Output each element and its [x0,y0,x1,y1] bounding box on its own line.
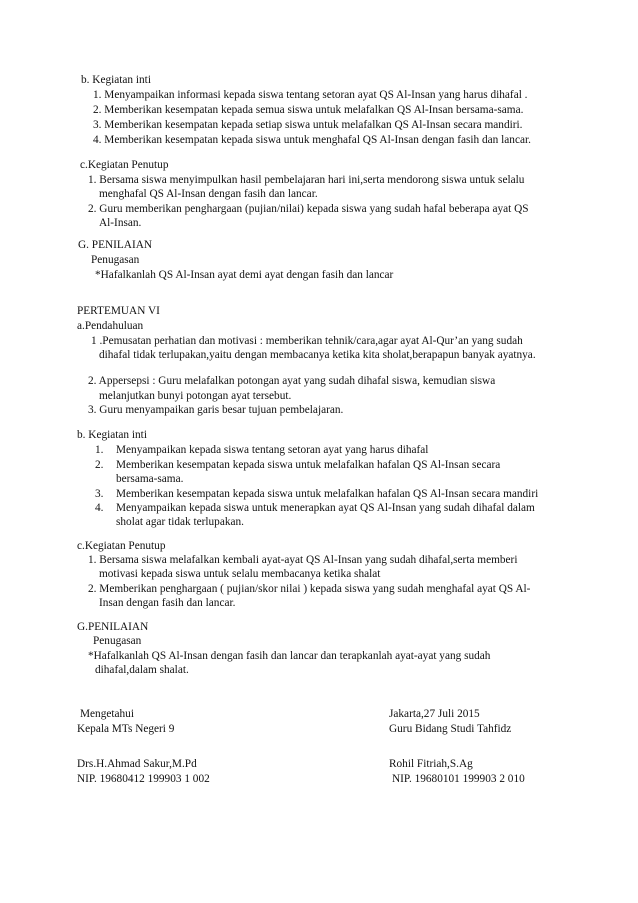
list-item: Menyampaikan kepada siswa untuk menerapkan ayat QS Al-Insan yang sudah dihafal dalam [116,502,535,514]
list-item-continuation: sholat agar tidak terlupakan. [116,516,244,528]
list-item: Memberikan kesempatan kepada siswa untuk melafalkan hafalan QS Al-Insan secara [116,459,501,471]
section-heading: b. Kegiatan inti [77,429,147,441]
list-item: Menyampaikan kepada siswa tentang setoran ayat yang harus dihafal [116,444,429,456]
signature-nip-right: NIP. 19680101 199903 2 010 [392,773,525,785]
section-heading: b. Kegiatan inti [81,74,151,86]
list-item: 2. Memberikan kesempatan kepada semua siswa untuk melafalkan QS Al-Insan bersama-sama. [93,104,524,116]
signature-position-left: Kepala MTs Negeri 9 [77,723,175,735]
task-text: *Hafalkanlah QS Al-Insan dengan fasih dan lancar dan terapkanlah ayat-ayat yang sudah [88,650,491,662]
page-title: PERTEMUAN VI [77,305,160,317]
subheading: Penugasan [93,635,142,647]
list-item: 2. Guru memberikan penghargaan (pujian/nilai) kepada siswa yang sudah hafal beberapa ayat QS [88,203,529,215]
list-item: 4. Memberikan kesempatan kepada siswa untuk menghafal QS Al-Insan dengan fasih dan lancar. [93,134,531,146]
signature-place-date: Jakarta,27 Juli 2015 [389,708,480,720]
section-heading: a.Pendahuluan [77,320,144,332]
signature-name-left: Drs.H.Ahmad Sakur,M.Pd [77,758,197,770]
list-number: 3. [95,488,104,500]
subheading: Penugasan [91,254,140,266]
list-item: 1 .Pemusatan perhatian dan motivasi : memberikan tehnik/cara,agar ayat Al-Qur’an yang sudah [91,335,523,347]
signature-position-right: Guru Bidang Studi Tahfidz [389,723,512,735]
signature-nip-left: NIP. 19680412 199903 1 002 [77,773,210,785]
list-item-continuation: dihafal tidak terlupakan,yaitu dengan membacanya ketika kita sholat,berapapun banyak ayatnya. [99,349,536,361]
list-number: 2. [95,459,104,471]
section-heading: G.PENILAIAN [77,621,149,633]
signature-name-right: Rohil Fitriah,S.Ag [389,758,473,770]
list-item: 3. Memberikan kesempatan kepada setiap siswa untuk melafalkan QS Al-Insan secara mandiri. [93,119,523,131]
section-heading: G. PENILAIAN [78,239,153,251]
signature-label-left: Mengetahui [80,708,134,720]
list-item: Memberikan kesempatan kepada siswa untuk melafalkan hafalan QS Al-Insan secara mandiri [116,488,539,500]
list-item-continuation: motivasi kepada siswa untuk selalu membacanya ketika shalat [99,568,381,580]
task-text-continuation: dihafal,dalam shalat. [95,664,189,676]
section-heading: c.Kegiatan Penutup [80,159,169,171]
task-text: *Hafalkanlah QS Al-Insan ayat demi ayat dengan fasih dan lancar [95,269,394,281]
list-item: 2. Memberikan penghargaan ( pujian/skor nilai ) kepada siswa yang sudah menghafal ayat QS Al- [88,583,531,595]
list-item: 1. Bersama siswa menyimpulkan hasil pembelajaran hari ini,serta mendorong siswa untuk selalu [88,174,525,186]
list-number: 4. [95,502,104,514]
list-item: 3. Guru menyampaikan garis besar tujuan pembelajaran. [88,404,344,416]
list-item: 2. Appersepsi : Guru melafalkan potongan ayat yang sudah dihafal siswa, kemudian siswa [88,375,496,387]
list-item-continuation: melanjutkan bunyi potongan ayat tersebut. [99,390,292,402]
list-item-continuation: Al-Insan. [99,217,142,229]
list-item-continuation: menghafal QS Al-Insan dengan fasih dan lancar. [99,188,318,200]
list-item: 1. Menyampaikan informasi kepada siswa tentang setoran ayat QS Al-Insan yang harus dihafal . [93,89,528,101]
list-item-continuation: bersama-sama. [116,473,184,485]
list-item: 1. Bersama siswa melafalkan kembali ayat-ayat QS Al-Insan yang sudah dihafal,serta memberi [88,554,518,566]
section-heading: c.Kegiatan Penutup [77,540,166,552]
list-number: 1. [95,444,104,456]
list-item-continuation: Insan dengan fasih dan lancar. [99,597,236,609]
